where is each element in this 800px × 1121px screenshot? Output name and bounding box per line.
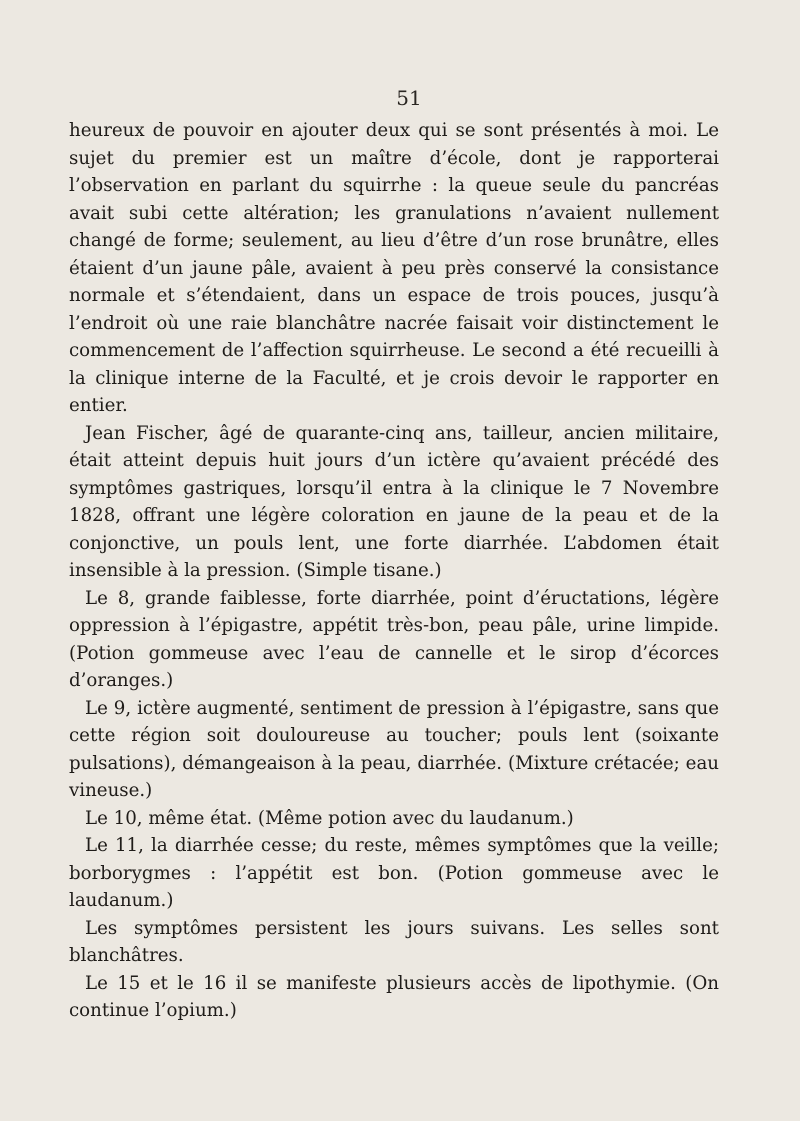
paragraph-day-9: Le 9, ictère augmenté, sentiment de pression à l’épigastre, sans que cette région soit douloureuse au toucher; pouls lent (soixante pulsations), démangeaison à la peau, diarrhée. (Mixture crétacée; eau vineuse.) xyxy=(69,697,719,801)
body-text xyxy=(69,117,719,1025)
paragraph-day-10: Le 10, même état. (Même potion avec du laudanum.) xyxy=(85,807,574,829)
page-number: 51 xyxy=(396,86,422,110)
paragraph-following-days: Les symptômes persistent les jours suivans. Les selles sont blanchâtres. xyxy=(69,917,719,966)
paragraph-case-intro: Jean Fischer, âgé de quarante-cinq ans, tailleur, ancien militaire, était atteint depuis huit jours d’un ictère qu’avaient précédé des symptômes gastriques, lorsqu’il entra à la clinique le 7 Novembre 1828, offrant une légère coloration en jaune de la peau et de la conjonctive, un pouls lent, une forte diarrhée. L’abdomen était insensible à la pression. (Simple tisane.) xyxy=(69,422,719,581)
paragraph-day-8: Le 8, grande faiblesse, forte diarrhée, point d’éructations, légère oppression à l’épigastre, appétit très-bon, peau pâle, urine limpide. (Potion gommeuse avec l’eau de cannelle et le sirop d’écorces d’oranges.) xyxy=(69,587,719,691)
paragraph-day-11: Le 11, la diarrhée cesse; du reste, mêmes symptômes que la veille; borborygmes : l’appétit est bon. (Potion gommeuse avec le laudanum.) xyxy=(69,835,719,911)
paragraph-continuation: heureux de pouvoir en ajouter deux qui se sont présentés à moi. Le sujet du premier est un maître d’école, dont je rapporterai l’observation en parlant du squirrhe : la queue seule du pancréas avait subi cette altération; les granulations n’avaient nullement changé de forme; seulement, au lieu d’être d’un rose brunâtre, elles étaient d’un jaune pâle, avaient à peu près conservé la consistance normale et s’étendaient, dans un espace de trois pouces, jusqu’à l’endroit où une raie blanchâtre nacrée faisait voir distinctement le commencement de l’affection squirrheuse. Le second a été recueilli à la clinique interne de la Faculté, et je crois devoir le rapporter en entier. xyxy=(69,120,719,416)
paragraph-day-15-16: Le 15 et le 16 il se manifeste plusieurs accès de lipothymie. (On continue l’opium.) xyxy=(69,972,719,1021)
